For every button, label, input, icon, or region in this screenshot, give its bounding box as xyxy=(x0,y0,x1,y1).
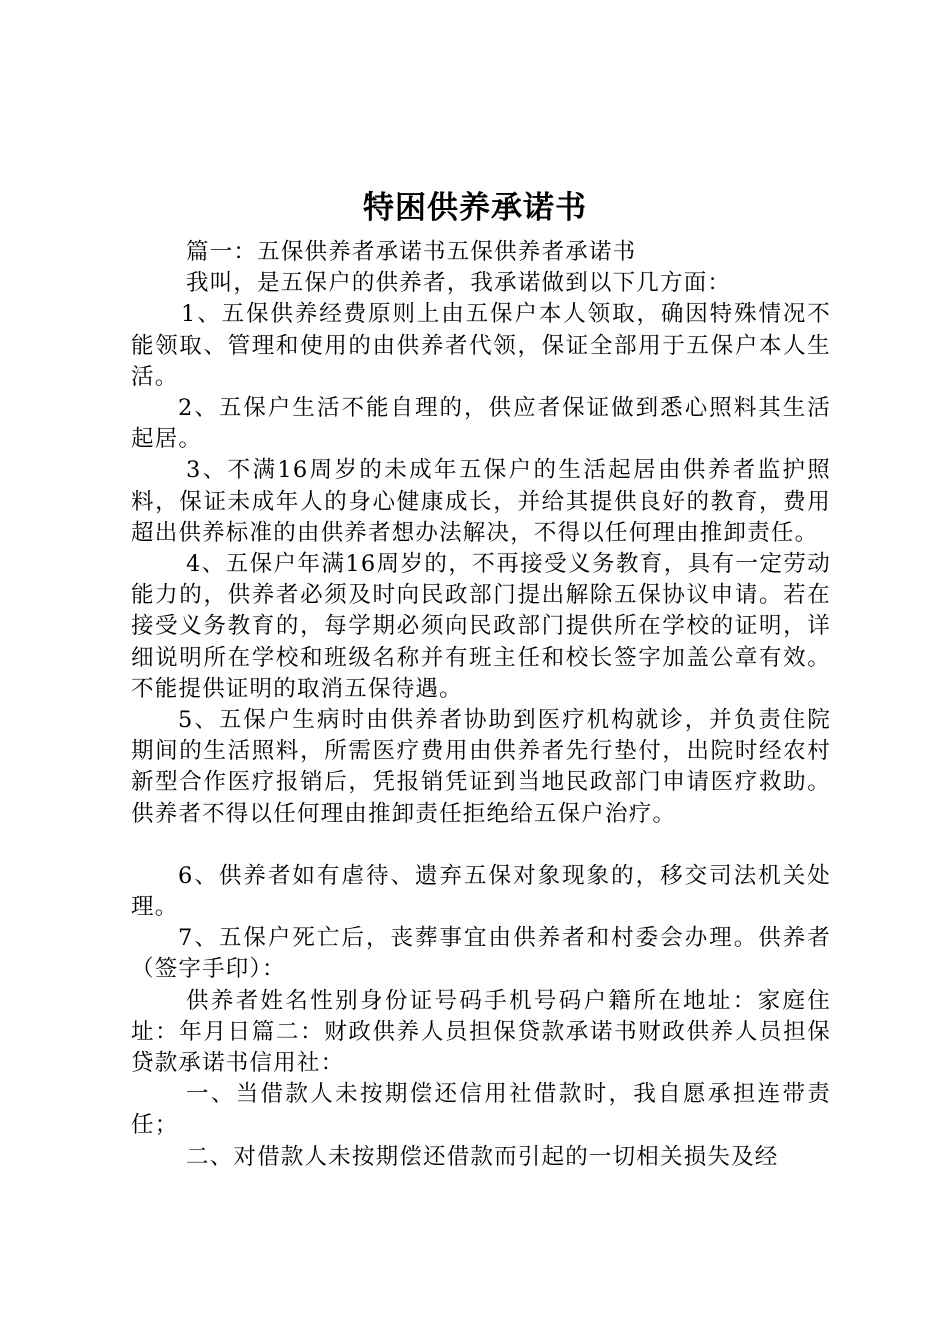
paragraph-clause-1: 一、当借款人未按期偿还信用社借款时，我自愿承担连带责任； xyxy=(131,1081,831,1139)
paragraph-item-2: 2、五保户生活不能自理的，供应者保证做到悉心照料其生活起居。 xyxy=(131,395,831,453)
paragraph-section-one-heading: 篇一：五保供养者承诺书五保供养者承诺书 xyxy=(186,239,637,265)
paragraph-spacer xyxy=(131,830,831,861)
document-title: 特困供养承诺书 xyxy=(363,190,587,226)
paragraph-item-6: 6、供养者如有虐待、遗弃五保对象现象的，移交司法机关处理。 xyxy=(131,862,831,921)
paragraph-intro: 我叫，是五保户的供养者，我承诺做到以下几方面： xyxy=(186,270,732,297)
paragraph-item-5: 5、五保户生病时由供养者协助到医疗机构就诊，并负责住院期间的生活照料，所需医疗费用由供养者先行垫付，出院时经农村新型合作医疗报销后，凭报销凭证到当地民政部门申请医疗救助。供养者不得以任何理由推卸责任拒绝给五保户治疗。 xyxy=(131,707,831,827)
document-body xyxy=(131,237,831,1173)
paragraph-item-1: 1、五保供养经费原则上由五保户本人领取，确因特殊情况不能领取、管理和使用的由供养者代领，保证全部用于五保户本人生活。 xyxy=(131,301,831,390)
paragraph-item-3: 3、不满16周岁的未成年五保户的生活起居由供养者监护照料，保证未成年人的身心健康成长，并给其提供良好的教育，费用超出供养标准的由供养者想办法解决，不得以任何理由推卸责任。 xyxy=(131,457,831,546)
paragraph-clause-2: 二、对借款人未按期偿还借款而引起的一切相关损失及经 xyxy=(186,1143,779,1170)
paragraph-item-7: 7、五保户死亡后，丧葬事宜由供养者和村委会办理。供养者（签字手印）： xyxy=(131,925,831,983)
paragraph-signature-fields: 供养者姓名性别身份证号码手机号码户籍所在地址：家庭住址：年月日篇二：财政供养人员担保贷款承诺书财政供养人员担保贷款承诺书信用社： xyxy=(131,987,831,1077)
paragraph-item-4: 4、五保户年满16周岁的，不再接受义务教育，具有一定劳动能力的，供养者必须及时向民政部门提出解除五保协议申请。若在接受义务教育的，每学期必须向民政部门提供所在学校的证明，详细说明所在学校和班级名称并有班主任和校长签字加盖公章有效。不能提供证明的取消五保待遇。 xyxy=(131,551,831,702)
